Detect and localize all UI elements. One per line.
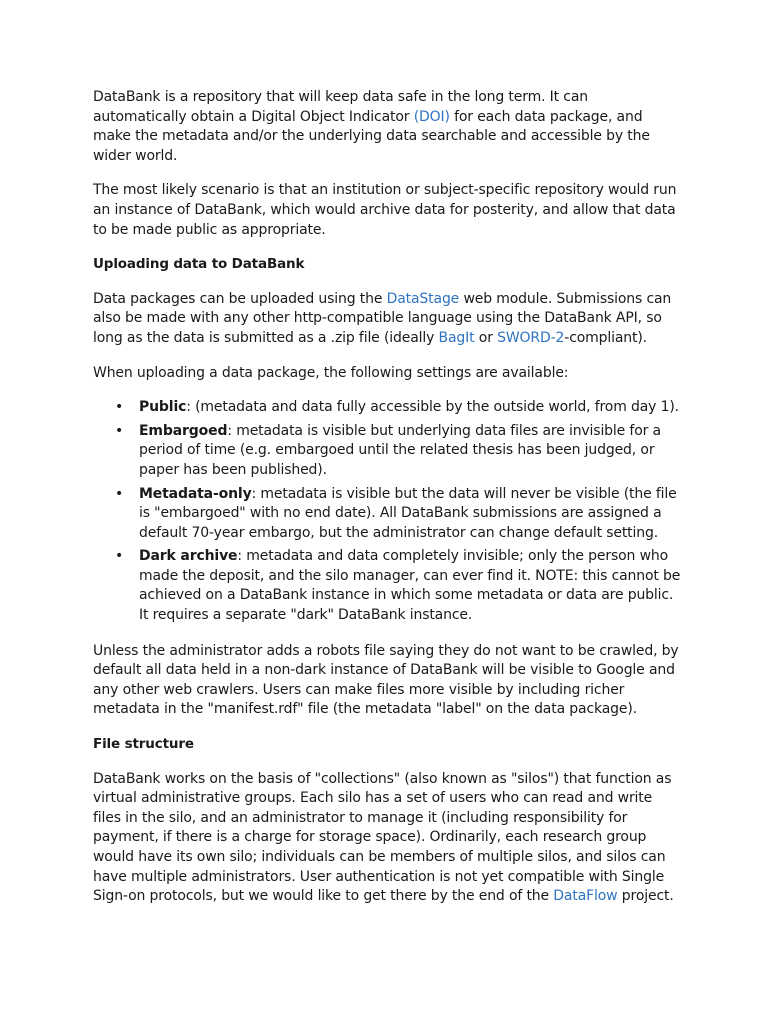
crawler-paragraph: Unless the administrator adds a robots file saying they do not want to be crawled, by default all data held in a non-dark instance of DataBank will be visible to Google and any other web crawlers. Users can make files more visible by including richer metadata in the "manifest.rdf" file (the metadata "label" on the data package). — [93, 642, 679, 718]
list-item: • Dark archive: metadata and data completely invisible; only the person who made the deposit, and the silo manager, can ever find it. NOTE: this cannot be achieved on a DataBank instance in which some metadata or data are public. It requires a separate "dark" DataBank instance. — [115, 548, 681, 624]
document-page — [93, 88, 683, 922]
bullet-icon: • — [115, 548, 124, 565]
settings-intro-paragraph: When uploading a data package, the following settings are available: — [93, 364, 569, 381]
setting-term: Public — [139, 399, 187, 416]
bullet-icon: • — [115, 422, 124, 439]
file-structure-heading: File structure — [93, 736, 194, 753]
datastage-link[interactable]: DataStage — [386, 290, 460, 307]
list-item: • Public: (metadata and data fully accessible by the outside world, from day 1). — [139, 398, 683, 418]
setting-term: Metadata-only — [139, 485, 252, 502]
setting-term: Dark archive — [139, 548, 238, 565]
dataflow-link[interactable]: DataFlow — [553, 888, 618, 905]
doi-link[interactable]: (DOI) — [413, 108, 450, 125]
list-item: • Embargoed: metadata is visible but underlying data files are invisible for a period of time (e.g. embargoed until the related thesis has been judged, or paper has been published). — [115, 422, 661, 478]
upload-paragraph: Data packages can be uploaded using the DataStage web module. Submissions can also be made with any other http-compatible language using the DataBank API, so long as the data is submitted as a .zip file (ideally BagIt or SWORD-2-compliant). — [93, 290, 672, 346]
list-item: • Metadata-only: metadata is visible but the data will never be visible (the file is "embargoed" with no end date). All DataBank submissions are assigned a default 70-year embargo, but the administrator can change default setting. — [115, 485, 677, 541]
bagit-link[interactable]: BagIt — [438, 329, 475, 346]
uploading-heading: Uploading data to DataBank — [93, 256, 305, 273]
bullet-icon: • — [115, 399, 124, 416]
sword2-link[interactable]: SWORD-2 — [497, 329, 565, 346]
scenario-paragraph: The most likely scenario is that an institution or subject-specific repository would run an instance of DataBank, which would archive data for posterity, and allow that data to be made public as appropriate. — [93, 182, 677, 238]
settings-list — [93, 398, 683, 626]
structure-paragraph: DataBank works on the basis of "collections" (also known as "silos") that function as virtual administrative groups. Each silo has a set of users who can read and write files in the silo, and an administrator to manage it (including responsibility for payment, if there is a charge for storage space). Ordinarily, each research group would have its own silo; individuals can be members of multiple silos, and silos can have multiple administrators. User authentication is not yet compatible with Single Sign-on protocols, but we would like to get there by the end of the DataFlow project. — [93, 770, 674, 905]
bullet-icon: • — [115, 485, 124, 502]
intro-paragraph: DataBank is a repository that will keep data safe in the long term. It can automatically obtain a Digital Object Indicator (DOI) for each data package, and make the metadata and/or the underlying data searchable and accessible by the wider world. — [93, 89, 650, 164]
setting-term: Embargoed — [139, 422, 228, 439]
